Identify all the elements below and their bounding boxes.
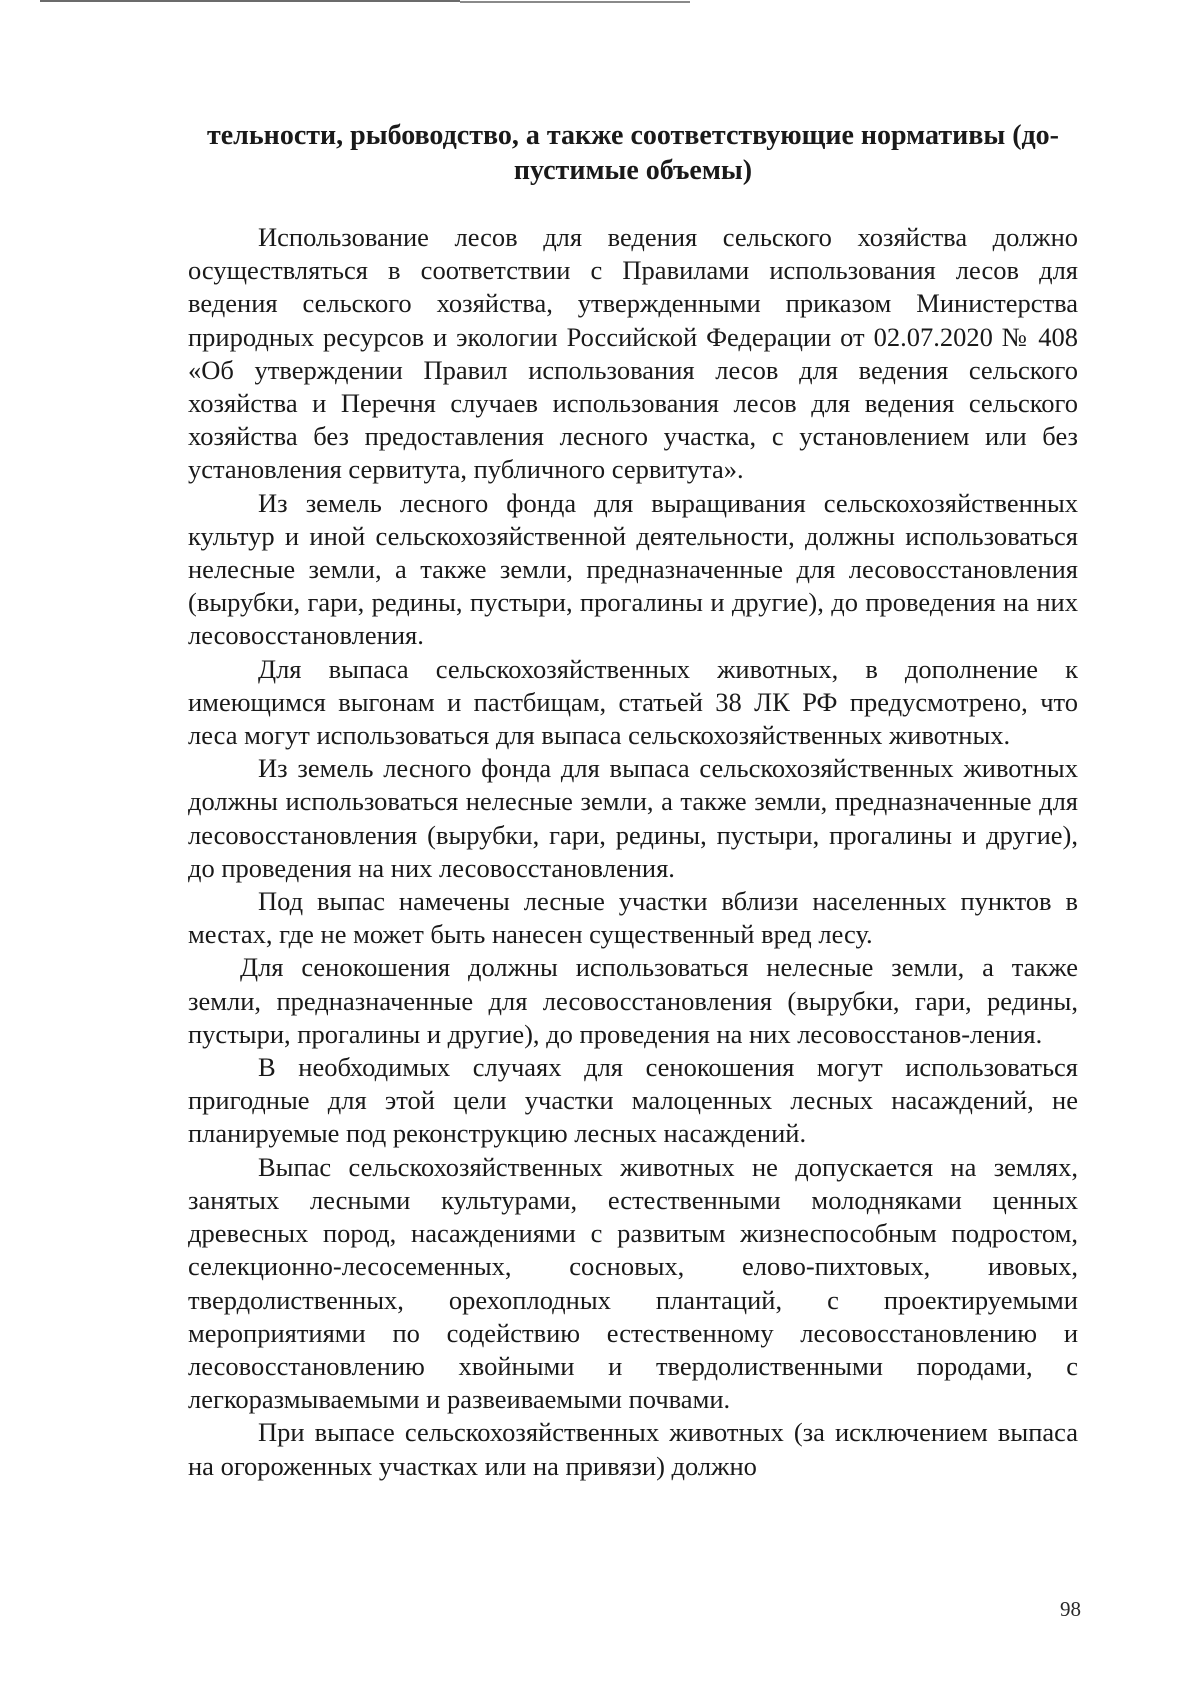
paragraph: Использование лесов для ведения сельского хозяйства должно осуществляться в соответствии с Правилами использования лесов для ведения сельского хозяйства, утвержденными приказом Министерства природных ресурсов и экологии Российской Федерации от 02.07.2020 № 408 «Об утверждении Правил использования лесов для ведения сельского хозяйства и Перечня случаев использования лесов для ведения сельского хозяйства без предоставления лесного участка, с установлением или без установления сервитута, публичного сервитута». <box>188 222 1078 485</box>
scan-edge-line <box>40 0 460 2</box>
paragraph: Из земель лесного фонда для выпаса сельскохозяйственных животных должны использоваться нелесные земли, а также земли, предназначенные для лесовосстановления (вырубки, гари, редины, пустыри, прогалины и другие), до проведения на них лесовосстановления. <box>188 753 1078 883</box>
paragraph: Для сенокошения должны использоваться нелесные земли, а также земли, предназначенные для лесовосстановления (вырубки, гари, редины, пустыри, прогалины и другие), до проведения на них лесовосстанов-ления. <box>188 952 1078 1049</box>
paragraph: Под выпас намечены лесные участки вблизи населенных пунктов в местах, где не может быть нанесен существенный вред лесу. <box>188 886 1078 950</box>
page-number: 98 <box>1060 1597 1081 1621</box>
paragraph: Для выпаса сельскохозяйственных животных, в дополнение к имеющимся выгонам и пастбищам, статьей 38 ЛК РФ предусмотрено, что леса могут использоваться для выпаса сельскохозяйственных животных. <box>188 653 1078 751</box>
paragraph: В необходимых случаях для сенокошения могут использоваться пригодные для этой цели участки малоценных лесных насаждений, не планируемые под реконструкцию лесных насаждений. <box>188 1052 1078 1149</box>
section-heading: тельности, рыбоводство, а также соответствующие нормативы (до-пустимые объемы) <box>206 120 1060 186</box>
scan-edge-line <box>460 1 690 3</box>
paragraph: Выпас сельскохозяйственных животных не допускается на землях, занятых лесными культурами, естественными молодняками ценных древесных пород, насаждениями с развитым жизнеспособным подростом, селекционно-лесосеменных, сосновых, елово-пихтовых, ивовых, твердолиственных, орехоплодных плантаций, с проектируемыми мероприятиями по содействию естественному лесовосстановлению и лесовосстановлению хвойными и твердолиственными породами, с легкоразмываемыми и развеиваемыми почвами. <box>188 1151 1078 1415</box>
document-page <box>188 118 1078 1483</box>
paragraph: При выпасе сельскохозяйственных животных (за исключением выпаса на огороженных участках или на привязи) должно <box>188 1417 1078 1481</box>
paragraph: Из земель лесного фонда для выращивания сельскохозяйственных культур и иной сельскохозяйственной деятельности, должны использоваться нелесные земли, а также земли, предназначенные для лесовосстановления (вырубки, гари, редины, пустыри, прогалины и другие), до проведения на них лесовосстановления. <box>188 487 1078 651</box>
